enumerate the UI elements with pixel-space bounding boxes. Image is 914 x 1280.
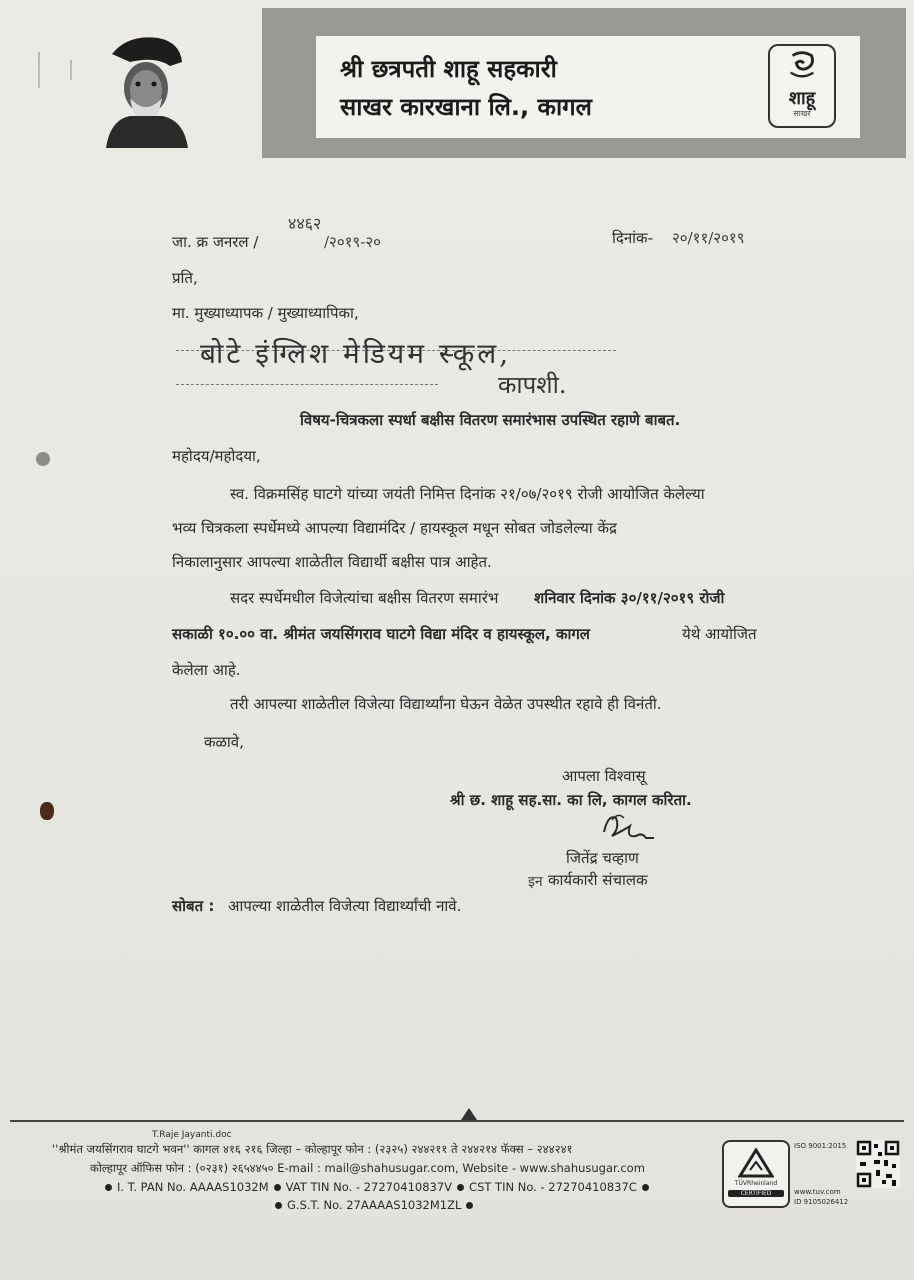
- stain-mark: [40, 802, 54, 820]
- file-tag: T.Raje Jayanti.doc: [152, 1130, 232, 1140]
- footer-triangle-icon: [461, 1108, 477, 1120]
- body-text-bold: शनिवार दिनांक ३०/११/२०१९ रोजी: [534, 589, 725, 607]
- footer-gst-line: [270, 1198, 478, 1212]
- signatory-name: जितेंद्र चव्हाण: [566, 849, 639, 867]
- tuv-brand: TÜVRheinland: [734, 1180, 778, 1187]
- tuv-id: ID 9105026412: [794, 1198, 849, 1206]
- bullet-icon: [105, 1184, 112, 1191]
- tuv-triangle-icon: [738, 1148, 774, 1178]
- body-text: येथे आयोजित: [682, 625, 757, 643]
- signature-initial: इन: [528, 874, 543, 890]
- enclosure-text: आपल्या शाळेतील विजेत्या विद्यार्थ्यांची नावे.: [228, 897, 462, 915]
- to-label: प्रति,: [172, 269, 198, 287]
- body-text: सदर स्पर्धेमधील विजेत्यांचा बक्षीस वितरण समारंभ: [230, 589, 499, 607]
- bullet-icon: [457, 1184, 464, 1191]
- vat-number: VAT TIN No. - 27270410837V: [285, 1180, 453, 1194]
- iso-label: ISO 9001:2015: [794, 1142, 847, 1150]
- company-name-line1: श्री छत्रपती शाहू सहकारी: [340, 55, 557, 83]
- scan-mark: [70, 60, 72, 80]
- bullet-icon: [275, 1202, 282, 1209]
- logo-symbol-icon: [770, 48, 834, 82]
- footer-address-line: ''श्रीमंत जयसिंगराव घाटगे भवन'' कागल ४१६ २१६ जिल्हा – कोल्हापूर फोन : (२३२५) २४४२११ ते २४४२१४ फॅक्स – २४४२४१: [52, 1142, 573, 1156]
- body-text-bold: सकाळी १०.०० वा. श्रीमंत जयसिंगराव घाटगे विद्या मंदिर व हायस्कूल, कागल: [172, 625, 590, 643]
- logo-text: शाहू: [788, 88, 816, 109]
- signature-closing: आपला विश्वासू: [562, 767, 646, 785]
- signatory-designation: कार्यकारी संचालक: [548, 871, 648, 889]
- qr-code-icon: [856, 1140, 900, 1188]
- tuv-certified: CERTIFIED: [728, 1190, 784, 1197]
- founder-portrait-image: [100, 32, 190, 148]
- body-text: निकालानुसार आपल्या शाळेतील विद्यार्थी बक्षीस पात्र आहेत.: [172, 553, 492, 571]
- reference-label: जा. क्र जनरल /: [172, 233, 259, 251]
- signature-scribble: [590, 808, 670, 848]
- date-value: २०/११/२०१९: [672, 229, 745, 247]
- tuv-certification-logo: [722, 1140, 790, 1208]
- company-logo: [768, 44, 836, 128]
- cst-number: CST TIN No. - 27270410837C: [469, 1180, 637, 1194]
- punch-hole: [36, 452, 50, 466]
- reference-number: ४४६२: [288, 214, 322, 233]
- gst-number: G.S.T. No. 27AAAAS1032M1ZL: [287, 1198, 462, 1212]
- logo-subtext: साखर: [793, 109, 811, 118]
- recipient-title: मा. मुख्याध्यापक / मुख्याध्यापिका,: [172, 304, 359, 322]
- body-text: केलेला आहे.: [172, 661, 241, 679]
- bullet-icon: [274, 1184, 281, 1191]
- footer-contact-line: कोल्हापूर ऑफिस फोन : (०२३१) २६५४४५० E-mail : mail@shahusugar.com, Website - www.shahusugar.com: [90, 1161, 645, 1175]
- enclosure-label: सोबत :: [172, 897, 215, 915]
- request-text: तरी आपल्या शाळेतील विजेत्या विद्यार्थ्यांना घेऊन वेळेत उपस्थीत रहावे ही विनंती.: [230, 695, 662, 713]
- footer-divider: [10, 1120, 904, 1122]
- bullet-icon: [642, 1184, 649, 1191]
- company-name-line2: साखर कारखाना लि., कागल: [340, 93, 592, 121]
- bullet-icon: [466, 1202, 473, 1209]
- closing-kalave: कळावे,: [204, 733, 244, 751]
- footer-tax-line: [100, 1180, 654, 1194]
- salutation: महोदय/महोदया,: [172, 447, 261, 465]
- pan-number: I. T. PAN No. AAAAS1032M: [117, 1180, 269, 1194]
- recipient-school-handwritten: बोटे इंग्लिश मेडियम स्कूल,: [200, 337, 512, 370]
- subject-line: विषय-चित्रकला स्पर्धा बक्षीस वितरण समारंभास उपस्थित रहाणे बाबत.: [300, 411, 681, 429]
- signature-organization: श्री छ. शाहू सह.सा. का लि, कागल करिता.: [450, 791, 692, 809]
- recipient-dotted-line: [176, 384, 438, 385]
- reference-year: /२०१९-२०: [324, 233, 381, 251]
- recipient-place-handwritten: कापशी.: [498, 371, 567, 399]
- body-text: भव्य चित्रकला स्पर्धेमध्ये आपल्या विद्यामंदिर / हायस्कूल मधून सोबत जोडलेल्या केंद्र: [172, 519, 617, 537]
- date-label: दिनांक-: [612, 229, 653, 247]
- scan-mark: [38, 52, 40, 88]
- tuv-url: www.tuv.com: [794, 1188, 841, 1196]
- body-text: स्व. विक्रमसिंह घाटगे यांच्या जयंती निमित्त दिनांक २१/०७/२०१९ रोजी आयोजित केलेल्या: [230, 485, 705, 503]
